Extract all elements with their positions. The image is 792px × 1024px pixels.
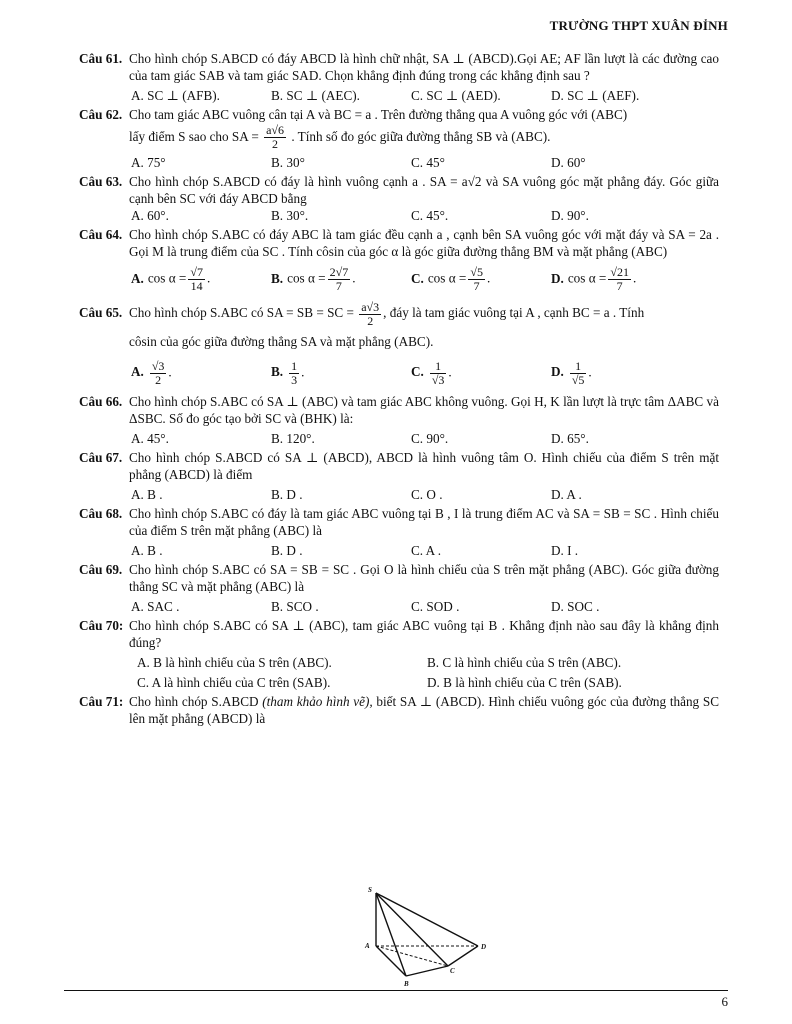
question-71 (79, 693, 719, 727)
question-64 (79, 226, 719, 293)
option-a: A. 60°. (131, 208, 169, 224)
option-d: D. A . (551, 486, 582, 502)
option-c: C. SC ⊥ (AED). (411, 88, 501, 103)
question-label: Câu 62. (79, 107, 123, 122)
question-text: Cho hình chóp S.ABC có SA ⊥ (ABC) và tam giác ABC không vuông. Gọi H, K lần lượt là trực tâm ΔABC và ΔSBC. Số đo góc tạo bởi SC và (BHK) là: (129, 393, 719, 426)
school-header: TRƯỜNG THPT XUÂN ĐỈNH (549, 18, 728, 33)
vertex-label-a: A (365, 942, 370, 950)
option-c: C. SOD . (411, 598, 460, 614)
footer-divider (64, 990, 728, 991)
option-d: D. cos α = $\frac{√21}{7}$ . (551, 265, 637, 294)
option-a: A. B . (131, 486, 163, 502)
fraction: $\frac{a√6}{2}$ (266, 123, 285, 152)
question-text: Cho tam giác ABC vuông cân tại A và BC = a . Trên đường thẳng qua A vuông góc với (ABC) (129, 107, 628, 122)
question-70 (79, 617, 719, 691)
question-61 (79, 50, 719, 104)
option-a: A. $\frac{√3}{2}$ . (131, 358, 172, 387)
question-text: lấy điểm S sao cho SA = (129, 129, 259, 144)
question-text: Cho hình chóp S.ABCD (129, 693, 259, 709)
question-66 (79, 393, 719, 447)
option-a: A. B . (131, 542, 163, 558)
option-d: D. SOC . (551, 598, 600, 614)
question-67 (79, 449, 719, 503)
option-b: B. SCO . (271, 598, 319, 614)
option-c: C. A . (411, 542, 442, 558)
option-d: D. SC ⊥ (AEF). (551, 88, 640, 103)
question-label: Câu 71: (79, 693, 124, 709)
option-b: B. C là hình chiếu của S trên (ABC). (427, 654, 622, 670)
question-label: Câu 68. (79, 505, 123, 521)
option-a: A. 75° (131, 155, 166, 171)
option-d: D. $\frac{1}{√5}$ . (551, 358, 592, 387)
option-c: C. O . (411, 486, 443, 502)
vertex-label-c: C (450, 967, 455, 975)
edge-cd (448, 946, 478, 966)
option-d: D. I . (551, 542, 579, 558)
question-65 (79, 299, 719, 386)
option-b: B. 120°. (271, 430, 315, 446)
option-a: A. SAC . (131, 598, 180, 614)
page-number: 6 (721, 994, 728, 1009)
option-c: C. 45° (411, 155, 445, 171)
option-b: B. $\frac{1}{3}$ . (271, 358, 305, 387)
edge-sd (376, 893, 478, 946)
question-label: Câu 65. (79, 305, 123, 321)
option-b: B. cos α = $\frac{2√7}{7}$ . (271, 265, 356, 294)
question-text: . Tính số đo góc giữa đường thẳng SB và (ABC). (291, 129, 551, 144)
option-a: A. B là hình chiếu của S trên (ABC). (137, 654, 332, 670)
option-b: B. D . (271, 542, 303, 558)
option-d: D. 65°. (551, 430, 589, 446)
question-text: Cho hình chóp S.ABC có SA ⊥ (ABC), tam giác ABC vuông tại B . Khẳng định nào sau đây là khẳng định đúng? (129, 617, 719, 650)
question-text: , đáy là tam giác vuông tại A , cạnh BC = a . Tính (383, 305, 645, 321)
option-c: C. cos α = $\frac{√5}{7}$ . (411, 265, 491, 294)
option-b: B. 30°. (271, 208, 309, 224)
fraction: $\frac{a√3}{2}$ (361, 299, 380, 328)
question-label: Câu 67. (79, 449, 123, 465)
question-text: Cho hình chóp S.ABCD có SA ⊥ (ABCD), ABCD là hình vuông tâm O. Hình chiếu của điểm S trên mặt phẳng (ABCD) là điểm (129, 449, 719, 482)
option-b: B. D . (271, 486, 303, 502)
question-69 (79, 561, 719, 615)
question-text: biết SA ⊥ (ABCD). Hình chiếu vuông góc của đường thẳng SC lên mặt phẳng (ABCD) là (129, 693, 719, 726)
question-62 (79, 106, 719, 171)
question-text: côsin của góc giữa đường thẳng SA và mặt phẳng (ABC). (129, 333, 434, 349)
option-c: C. A là hình chiếu của C trên (SAB). (137, 674, 331, 690)
question-text: Cho hình chóp S.ABCD có đáy là hình vuông cạnh a . SA = a√2 và SA vuông góc mặt phẳng đáy. Góc giữa cạnh bên SC với đáy ABCD bằng (129, 174, 719, 207)
question-label: Câu 63. (79, 174, 123, 190)
question-list (79, 50, 719, 728)
edge-bc (406, 966, 448, 976)
question-text: Cho hình chóp S.ABC có đáy là tam giác ABC vuông tại B , I là trung điểm AC và SA = SB = SC . Hình chiếu của điểm S trên mặt phẳng (ABC) là (129, 505, 719, 538)
question-label: Câu 70: (79, 617, 124, 633)
question-label: Câu 64. (79, 227, 123, 243)
option-d: D. 60° (551, 155, 586, 171)
question-68 (79, 505, 719, 559)
question-63 (79, 173, 719, 224)
option-c: C. $\frac{1}{√3}$ . (411, 358, 452, 387)
option-a: A. cos α = $\frac{√7}{14}$ . (131, 265, 211, 294)
option-b: B. SC ⊥ (AEC). (271, 88, 360, 103)
option-a: A. 45°. (131, 430, 169, 446)
option-c: C. 45°. (411, 208, 449, 224)
question-note: (tham khảo hình vẽ), (262, 693, 373, 709)
vertex-label-s: S (368, 886, 372, 894)
pyramid-figure (360, 884, 500, 988)
edge-sb (376, 893, 406, 976)
option-d: D. B là hình chiếu của C trên (SAB). (427, 674, 622, 690)
question-text: Cho hình chóp S.ABC có SA = SB = SC . Gọi O là hình chiếu của S trên mặt phẳng (ABC). Góc giữa đường thẳng SC và mặt phẳng (ABC) là (129, 561, 719, 594)
option-a: A. SC ⊥ (AFB). (131, 88, 220, 103)
question-label: Câu 66. (79, 393, 123, 409)
option-d: D. 90°. (551, 208, 589, 224)
question-text: Cho hình chóp S.ABC có đáy ABC là tam giác đều cạnh a , cạnh bên SA vuông góc với mặt đáy và SA = 2a . Gọi M là trung điểm của SC . Tính côsin của góc α là góc giữa đường thẳng BM và mặt phẳng (ABC) (129, 227, 719, 260)
option-b: B. 30° (271, 155, 305, 171)
edge-sc (376, 893, 448, 966)
question-text: Cho hình chóp S.ABC có SA = SB = SC = (129, 305, 354, 321)
question-label: Câu 69. (79, 561, 123, 577)
option-c: C. 90°. (411, 430, 449, 446)
vertex-label-b: B (404, 980, 409, 988)
question-label: Câu 61. (79, 51, 123, 66)
question-text: Cho hình chóp S.ABCD có đáy ABCD là hình chữ nhật, SA ⊥ (ABCD).Gọi AE; AF lần lượt là các đường cao của tam giác SAB và tam giác SAD. Chọn khẳng định đúng trong các khẳng định sau ? (129, 51, 719, 83)
vertex-label-d: D (481, 943, 487, 951)
